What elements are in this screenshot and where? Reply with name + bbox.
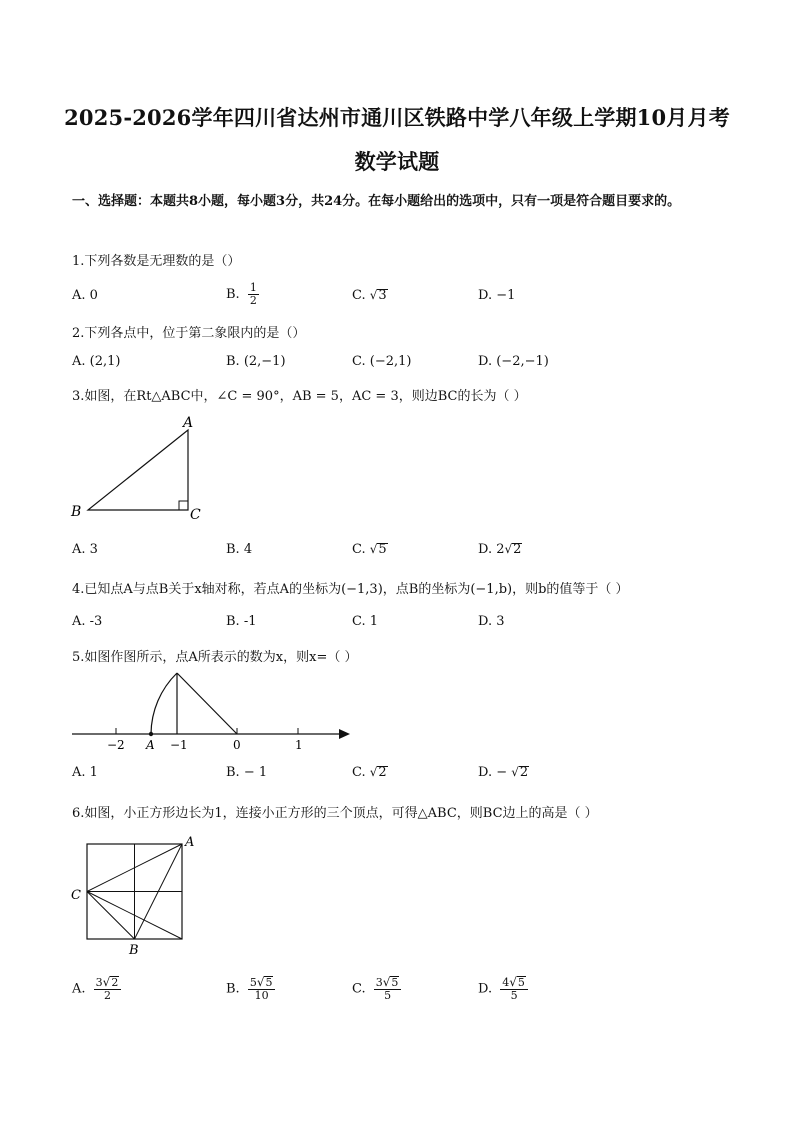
- vertex-a-label: A: [185, 835, 195, 850]
- q3-option-d: D. 2√2: [478, 542, 522, 557]
- q5-number-line-figure: [66, 668, 356, 756]
- vertex-b-label: B: [71, 504, 82, 520]
- axis-arrow: [339, 729, 350, 739]
- right-angle-mark: [179, 501, 188, 510]
- section-heading: 一、选择题：本题共8小题，每小题3分，共24分。在每小题给出的选项中，只有一项是符合题目要求的。: [72, 194, 681, 209]
- label-minus-1: −1: [170, 738, 188, 752]
- q3-triangle-figure: [66, 412, 216, 524]
- q4-option-a: A. -3: [72, 614, 103, 629]
- q6-option-c: C. $\frac{3√5}{5}$: [352, 976, 401, 1002]
- triangle-abc: [88, 430, 188, 510]
- q1-option-d: D. −1: [478, 288, 516, 303]
- vertex-a-label: A: [183, 415, 194, 431]
- q3-option-a: A. 3: [72, 542, 98, 557]
- q2-option-d: D. (−2,−1): [478, 354, 549, 369]
- point-a-dot: [149, 732, 153, 736]
- vertex-b-label: B: [129, 943, 139, 958]
- q1-option-c: C. √3: [352, 288, 387, 303]
- label-minus-2: −2: [107, 738, 125, 752]
- compass-arc: [151, 673, 177, 734]
- exam-subtitle: 数学试题: [354, 149, 440, 174]
- question-6-stem: 6.如图，小正方形边长为1，连接小正方形的三个顶点，可得△ABC，则BC边上的高是（ ）: [72, 806, 598, 821]
- q5-option-c: C. √2: [352, 765, 387, 780]
- q6-option-b: B. $\frac{5√5}{10}$: [226, 976, 275, 1002]
- q4-option-b: B. -1: [226, 614, 257, 629]
- segment-cb: [87, 892, 135, 940]
- exam-title: 2025-2026学年四川省达州市通川区铁路中学八年级上学期10月月考: [64, 105, 730, 130]
- q1-option-b: B. $\frac{1}{2}$: [226, 281, 257, 307]
- vertex-c-label: C: [190, 507, 201, 523]
- q1-option-a: A. 0: [72, 288, 98, 303]
- q6-option-a: A. $\frac{3√2}{2}$: [72, 976, 121, 1002]
- label-1: 1: [295, 738, 303, 752]
- question-1-stem: 1.下列各数是无理数的是（）: [72, 254, 241, 269]
- question-2-stem: 2.下列各点中，位于第二象限内的是（）: [72, 326, 306, 341]
- q5-option-d: D. − √2: [478, 765, 529, 780]
- vertex-c-label: C: [71, 888, 81, 903]
- label-0: 0: [233, 738, 241, 752]
- question-3-stem: 3.如图，在Rt△ABC中，∠C = 90°，AB = 5，AC = 3，则边BC的长为（ ）: [72, 389, 527, 404]
- question-4-stem: 4.已知点A与点B关于x轴对称，若点A的坐标为(−1,3)，点B的坐标为(−1,b)，则b的值等于（ ）: [72, 582, 629, 597]
- q6-option-d: D. $\frac{4√5}{5}$: [478, 976, 528, 1002]
- q1-b-fraction: $\frac{1}{2}$: [249, 281, 257, 307]
- q5-option-b: B. − 1: [226, 765, 268, 780]
- question-5-stem: 5.如图作图所示，点A所表示的数为x，则x=（ ）: [72, 650, 358, 665]
- q3-option-c: C. √5: [352, 542, 387, 557]
- q4-option-d: D. 3: [478, 614, 505, 629]
- hypotenuse-segment: [177, 673, 237, 734]
- label-point-a: A: [146, 738, 155, 752]
- q2-option-a: A. (2,1): [72, 354, 121, 369]
- q6-grid-figure: [66, 830, 206, 960]
- q5-option-a: A. 1: [72, 765, 98, 780]
- q2-option-c: C. (−2,1): [352, 354, 412, 369]
- q3-option-b: B. 4: [226, 542, 253, 557]
- q4-option-c: C. 1: [352, 614, 379, 629]
- q2-option-b: B. (2,−1): [226, 354, 286, 369]
